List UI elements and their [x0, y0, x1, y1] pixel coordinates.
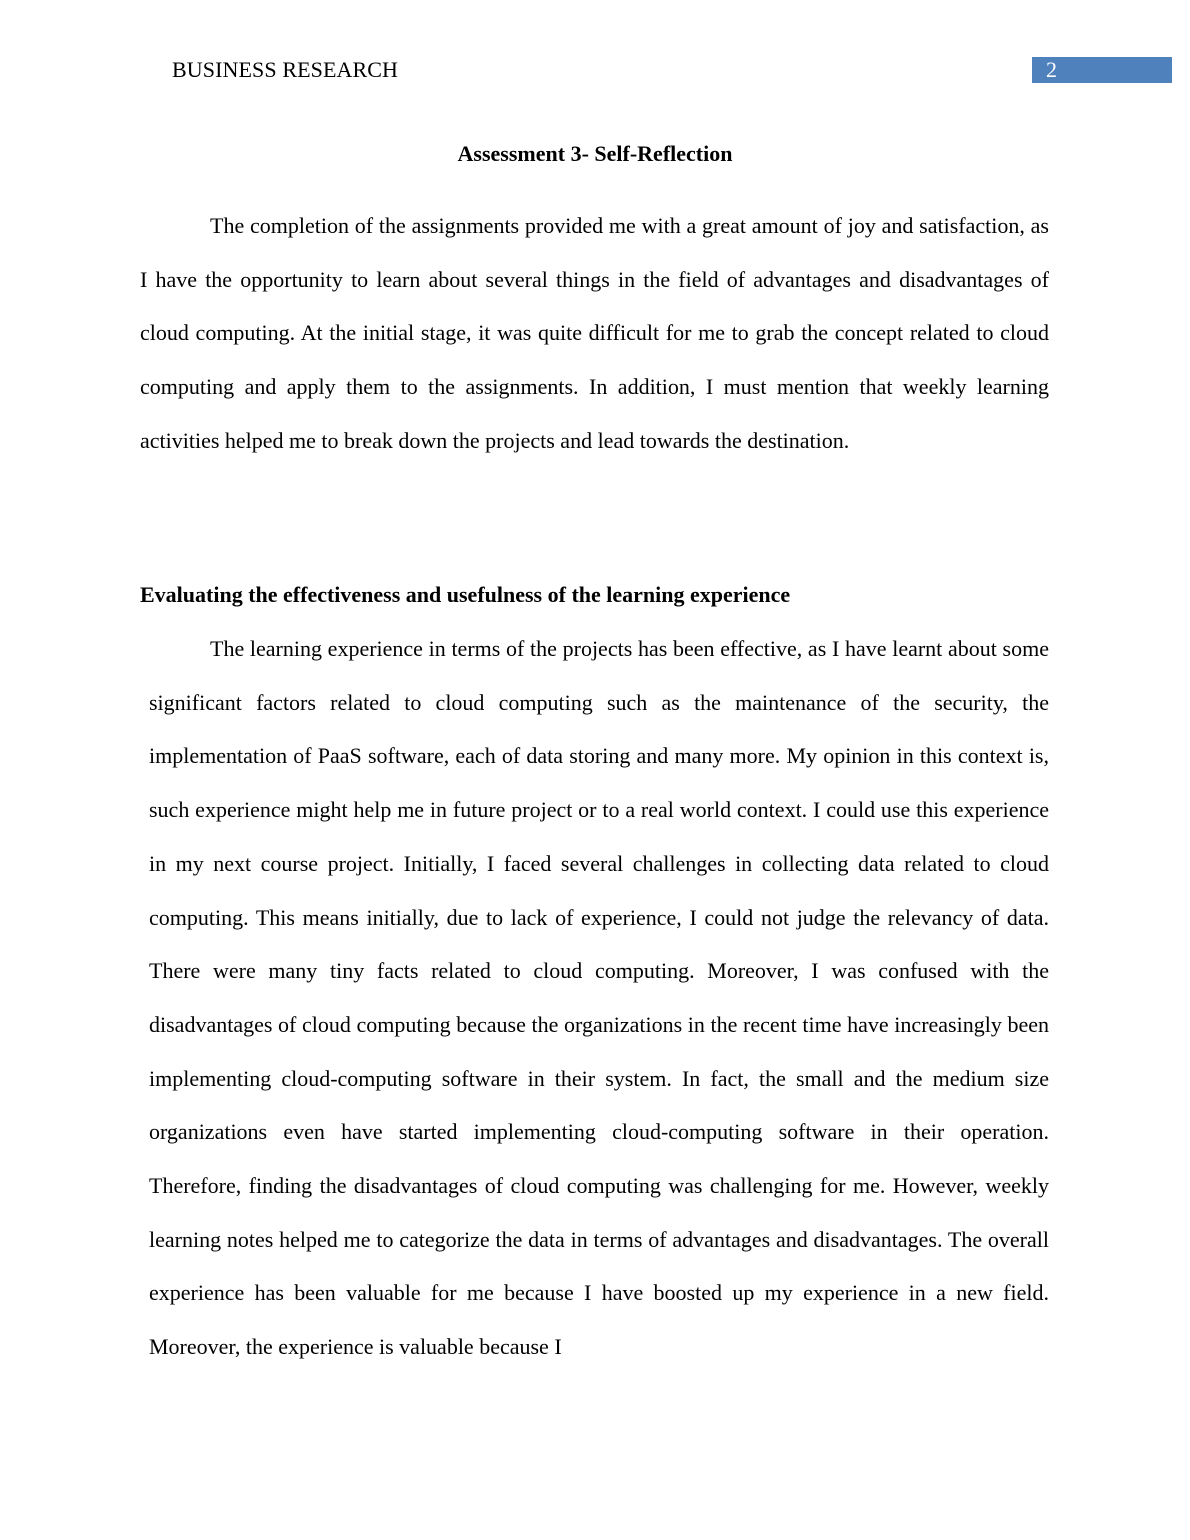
- page-number-badge: [1032, 57, 1172, 83]
- section-paragraph: The learning experience in terms of the projects has been effective, as I have learnt about some significant factors related to cloud computing such as the maintenance of the security, the implementation of PaaS software, each of data storing and many more. My opinion in this context is, such experience might help me in future project or to a real world context. I could use this experience in my next course project. Initially, I faced several challenges in collecting data related to cloud computing. This means initially, due to lack of experience, I could not judge the relevancy of data. There were many tiny facts related to cloud computing. Moreover, I was confused with the disadvantages of cloud computing because the organizations in the recent time have increasingly been implementing cloud-computing software in their system. In fact, the small and the medium size organizations even have started implementing cloud-computing software in their operation. Therefore, finding the disadvantages of cloud computing was challenging for me. However, weekly learning notes helped me to categorize the data in terms of advantages and disadvantages. The overall experience has been valuable for me because I have boosted up my experience in a new field. Moreover, the experience is valuable because I: [149, 636, 1049, 1360]
- page-number: 2: [1046, 57, 1057, 82]
- document-title: Assessment 3- Self-Reflection: [457, 141, 733, 166]
- section-heading: Evaluating the effectiveness and usefulness of the learning experience: [140, 582, 791, 607]
- intro-paragraph: The completion of the assignments provided me with a great amount of joy and satisfaction, as I have the opportunity to learn about several things in the field of advantages and disadvantages of cloud computing. At the initial stage, it was quite difficult for me to grab the concept related to cloud computing and apply them to the assignments. In addition, I must mention that weekly learning activities helped me to break down the projects and lead towards the destination.: [140, 213, 1049, 453]
- running-head: BUSINESS RESEARCH: [172, 57, 399, 82]
